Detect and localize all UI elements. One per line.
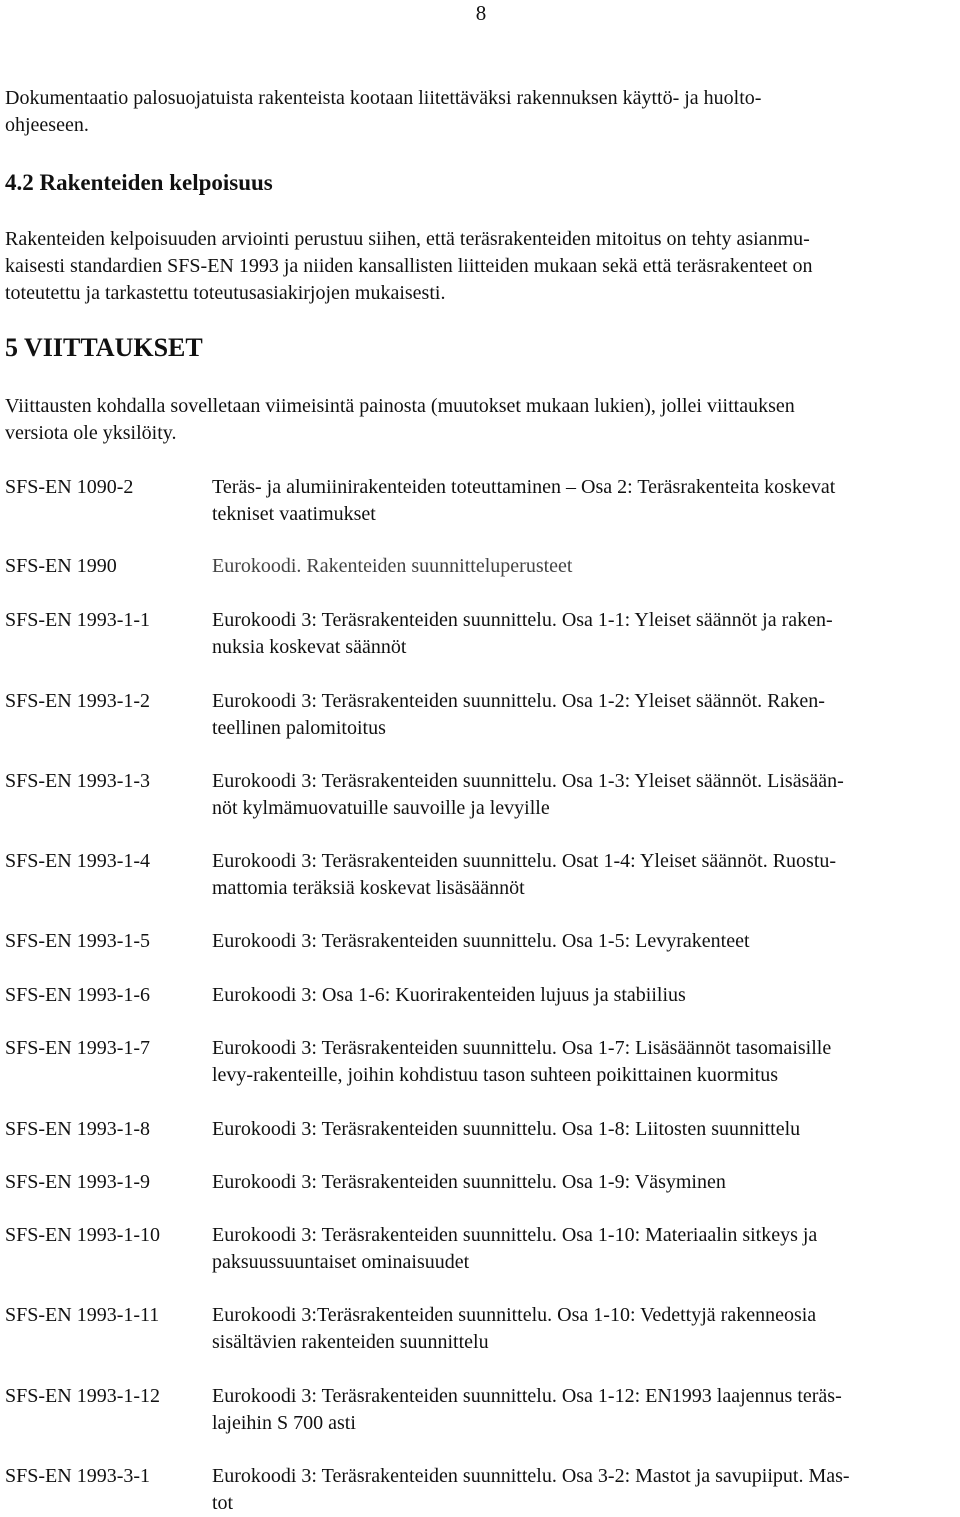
reference-description-line-1: Teräs- ja alumiinirakenteiden toteuttaminen – Osa 2: Teräsrakenteita koskevat	[212, 476, 836, 498]
reference-description-line-1: Eurokoodi 3: Teräsrakenteiden suunnittelu. Osat 1-4: Yleiset säännöt. Ruostu-	[212, 850, 837, 872]
reference-description-line-2: tot	[212, 1492, 234, 1514]
reference-code: SFS-EN 1993-3-1	[5, 1465, 151, 1487]
reference-code: SFS-EN 1993-1-11	[5, 1304, 160, 1326]
section-5-paragraph	[5, 393, 950, 447]
section-4-2-line-1: Rakenteiden kelpoisuuden arviointi perustuu siihen, että teräsrakenteiden mitoitus on tehty asianmu-	[5, 228, 810, 250]
reference-description-line-1: Eurokoodi 3: Osa 1-6: Kuorirakenteiden lujuus ja stabiilius	[212, 984, 686, 1006]
section-5-line-2: versiota ole yksilöity.	[5, 422, 177, 444]
reference-description	[212, 688, 952, 742]
reference-description-line-1: Eurokoodi 3: Teräsrakenteiden suunnittelu. Osa 1-7: Lisäsäännöt tasomaisille	[212, 1037, 832, 1059]
reference-description	[212, 982, 952, 1009]
section-4-2-line-2: kaisesti standardien SFS-EN 1993 ja niiden kansallisten liitteiden mukaan sekä että teräsrakenteet on	[5, 255, 813, 277]
reference-description-line-2: nuksia koskevat säännöt	[212, 636, 407, 658]
reference-code: SFS-EN 1993-1-10	[5, 1224, 161, 1246]
reference-description-line-1: Eurokoodi 3: Teräsrakenteiden suunnittelu. Osa 1-9: Väsyminen	[212, 1171, 726, 1193]
reference-description-line-2: levy-rakenteille, joihin kohdistuu tason suhteen poikittainen kuormitus	[212, 1064, 779, 1086]
reference-description-line-2: tekniset vaatimukset	[212, 503, 376, 525]
reference-description-line-1: Eurokoodi 3: Teräsrakenteiden suunnittelu. Osa 1-5: Levyrakenteet	[212, 930, 750, 952]
intro-line-2: ohjeeseen.	[5, 114, 89, 136]
reference-code: SFS-EN 1993-1-6	[5, 984, 151, 1006]
reference-description-line-2: teellinen palomitoitus	[212, 717, 386, 739]
reference-description-line-1: Eurokoodi 3: Teräsrakenteiden suunnittelu. Osa 1-10: Materiaalin sitkeys ja	[212, 1224, 818, 1246]
section-4-2-paragraph	[5, 226, 950, 307]
reference-description-line-1: Eurokoodi. Rakenteiden suunnitteluperusteet	[212, 555, 573, 577]
section-4-2-heading: 4.2 Rakenteiden kelpoisuus	[5, 170, 273, 195]
reference-description	[212, 928, 952, 955]
reference-code: SFS-EN 1993-1-9	[5, 1171, 151, 1193]
reference-description-line-1: Eurokoodi 3: Teräsrakenteiden suunnittelu. Osa 1-12: EN1993 laajennus teräs-	[212, 1385, 842, 1407]
reference-description-line-1: Eurokoodi 3: Teräsrakenteiden suunnittelu. Osa 1-1: Yleiset säännöt ja raken-	[212, 609, 833, 631]
reference-description-line-1: Eurokoodi 3: Teräsrakenteiden suunnittelu. Osa 1-2: Yleiset säännöt. Raken-	[212, 690, 825, 712]
section-5-line-1: Viittausten kohdalla sovelletaan viimeisintä painosta (muutokset mukaan lukien), jollei viittauksen	[5, 395, 795, 417]
reference-description	[212, 768, 952, 822]
reference-code: SFS-EN 1993-1-2	[5, 690, 151, 712]
reference-description	[212, 1463, 952, 1517]
page-number: 8	[475, 1, 487, 25]
reference-code: SFS-EN 1993-1-8	[5, 1118, 151, 1140]
section-4-2-line-3: toteutettu ja tarkastettu toteutusasiakirjojen mukaisesti.	[5, 282, 446, 304]
reference-description-line-1: Eurokoodi 3:Teräsrakenteiden suunnittelu. Osa 1-10: Vedettyjä rakenneosia	[212, 1304, 817, 1326]
reference-description-line-1: Eurokoodi 3: Teräsrakenteiden suunnittelu. Osa 3-2: Mastot ja savupiiput. Mas-	[212, 1465, 850, 1487]
reference-description-line-1: Eurokoodi 3: Teräsrakenteiden suunnittelu. Osa 1-3: Yleiset säännöt. Lisäsään-	[212, 770, 844, 792]
reference-description-line-2: lajeihin S 700 asti	[212, 1412, 356, 1434]
section-5-heading: 5 VIITTAUKSET	[5, 333, 203, 362]
reference-description	[212, 553, 952, 580]
reference-code: SFS-EN 1993-1-7	[5, 1037, 151, 1059]
intro-line-1: Dokumentaatio palosuojatuista rakenteista kootaan liitettäväksi rakennuksen käyttö- ja huolto-	[5, 87, 762, 109]
reference-code: SFS-EN 1993-1-12	[5, 1385, 161, 1407]
reference-code: SFS-EN 1990	[5, 555, 117, 577]
reference-description-line-2: sisältävien rakenteiden suunnittelu	[212, 1331, 489, 1353]
reference-description	[212, 848, 952, 902]
reference-description	[212, 1116, 952, 1143]
reference-code: SFS-EN 1993-1-1	[5, 609, 151, 631]
reference-code: SFS-EN 1090-2	[5, 476, 134, 498]
reference-description-line-2: mattomia teräksiä koskevat lisäsäännöt	[212, 877, 525, 899]
reference-description	[212, 1035, 952, 1089]
reference-description	[212, 1169, 952, 1196]
intro-paragraph	[5, 85, 950, 139]
reference-description	[212, 474, 952, 528]
reference-code: SFS-EN 1993-1-5	[5, 930, 151, 952]
reference-description	[212, 1383, 952, 1437]
reference-description-line-2: paksuussuuntaiset ominaisuudet	[212, 1251, 470, 1273]
reference-description	[212, 1222, 952, 1276]
reference-description-line-2: nöt kylmämuovatuille sauvoille ja levyille	[212, 797, 550, 819]
reference-description	[212, 1302, 952, 1356]
reference-code: SFS-EN 1993-1-3	[5, 770, 151, 792]
reference-description	[212, 607, 952, 661]
reference-description-line-1: Eurokoodi 3: Teräsrakenteiden suunnittelu. Osa 1-8: Liitosten suunnittelu	[212, 1118, 801, 1140]
reference-code: SFS-EN 1993-1-4	[5, 850, 151, 872]
